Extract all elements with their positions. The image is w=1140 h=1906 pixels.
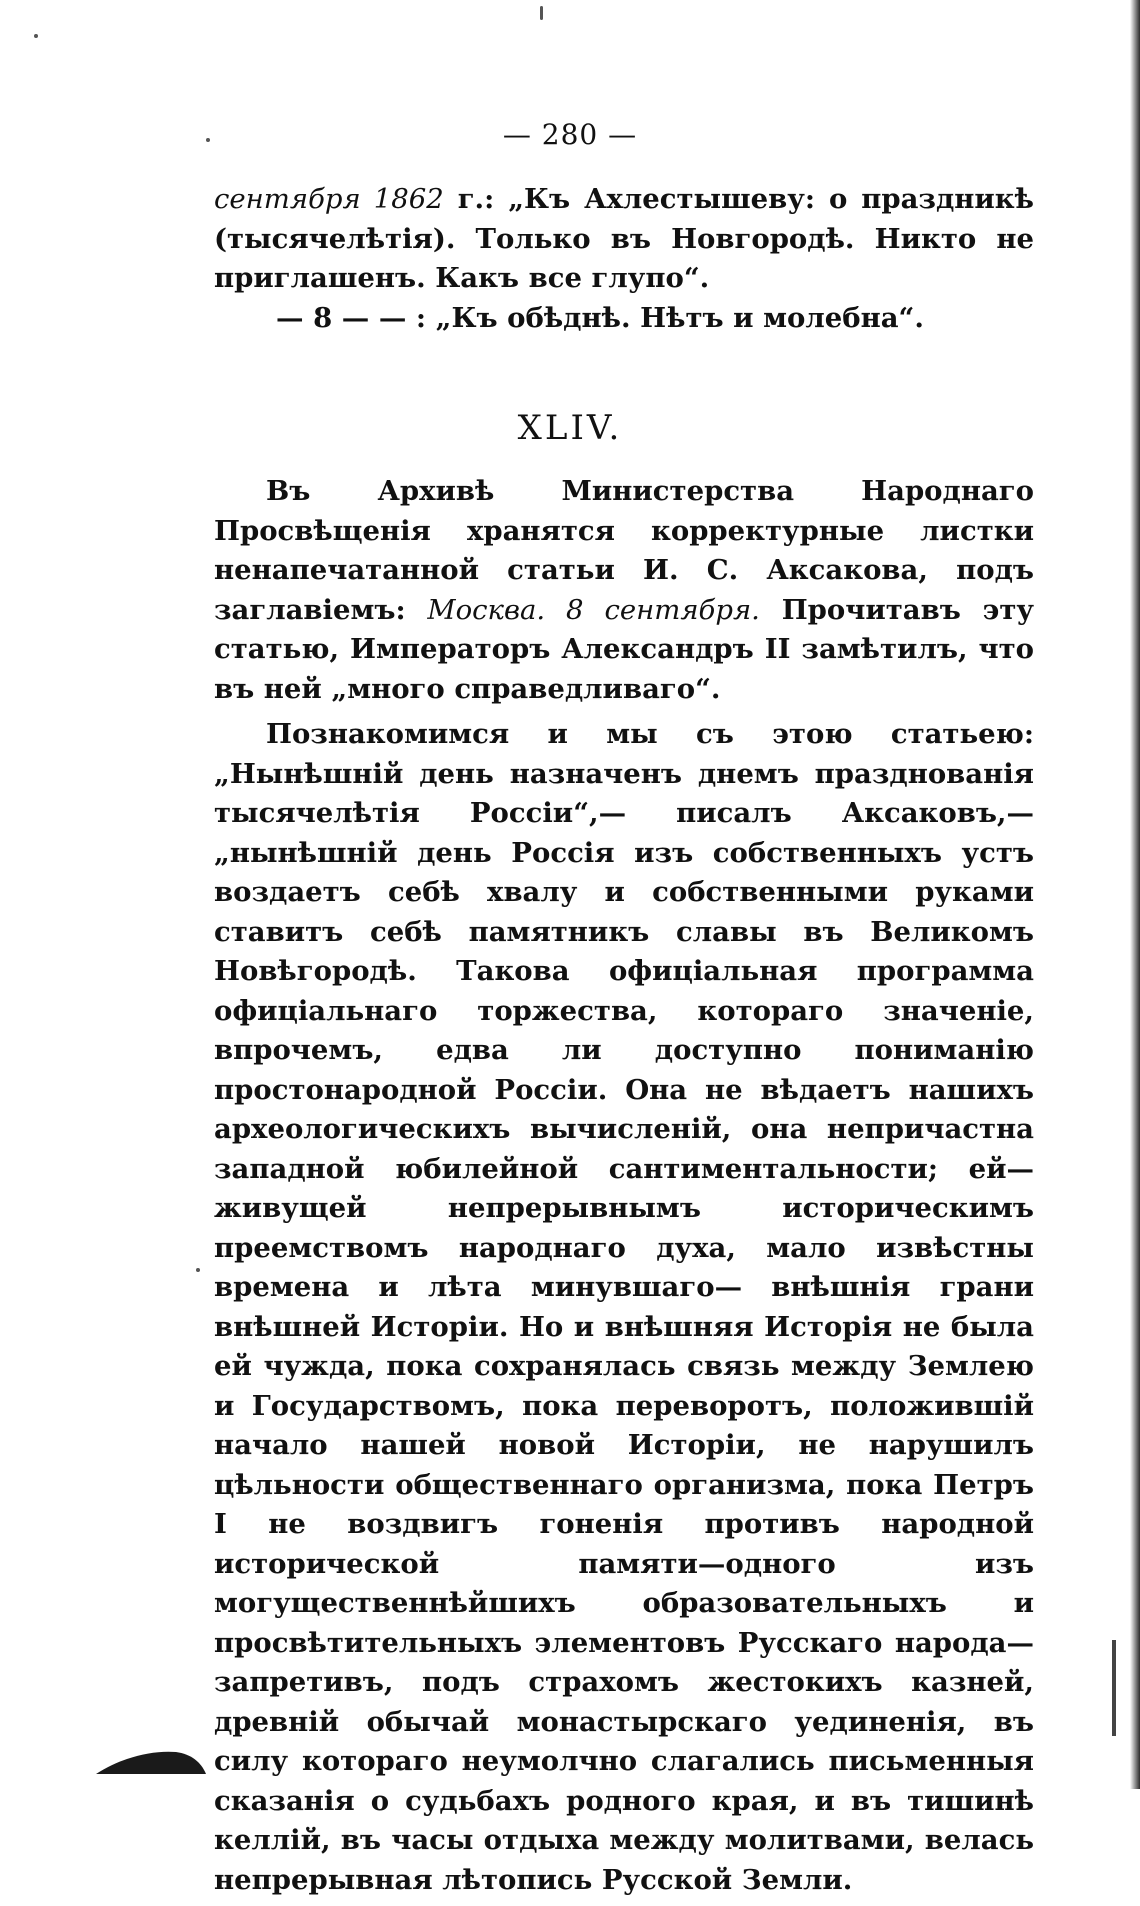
scan-speck [206,138,210,142]
scan-edge-shadow [1130,0,1140,1789]
section-heading: XLIV. [517,408,623,448]
scan-speck [34,34,38,38]
scan-blot [96,1748,206,1774]
intro-entry-1-text: г.: „Къ Ахлестышеву: о праздникѣ (тысячелѣтія). Только въ Новгородѣ. Никто не приглашенъ. Какъ все глупо“. [214,183,1034,294]
intro-entries [214,180,1034,338]
section-body [214,472,1034,1906]
intro-entry-2: — 8 — — : „Къ обѣднѣ. Нѣтъ и молебна“. [276,301,924,334]
paragraph-1-start: Въ Архивѣ Министерства Народнаго Просвѣщенія хранятся корректурные листки ненапечатанной статьи И. С. Аксакова, подъ заглавіемъ: [214,475,1034,626]
article-title: Москва. 8 сентября. [427,593,760,626]
scan-speck [540,6,543,20]
paragraph-1-end: Прочитавъ эту статью, Императоръ Александръ II замѣтилъ, что въ ней „много справедливаго“. [214,593,1034,705]
paragraph-2: Познакомимся и мы съ этою статьею: „Нынѣшній день назначенъ днемъ празднованія тысячелѣтія Россіи“,— писалъ Аксаковъ,—„нынѣшній день Россія изъ собственныхъ устъ воздаетъ себѣ хвалу и собственными руками ставитъ себѣ памятникъ славы въ Великомъ Новѣгородѣ. Такова офиціальная программа офиціальнаго торжества, котораго значеніе, впрочемъ, едва ли доступно пониманію простонародной Россіи. Она не вѣдаетъ нашихъ археологическихъ вычисленій, она непричастна западной юбилейной сантиментальности; ей—живущей непрерывнымъ историческимъ преемствомъ народнаго духа, мало извѣстны времена и лѣта минувшаго— внѣшнія грани внѣшней Исторіи. Но и внѣшняя Исторія не была ей чужда, пока сохранялась связь между Землею и Государствомъ, пока переворотъ, положившій начало нашей новой Исторіи, не нарушилъ цѣльности общественнаго организма, пока Петръ I не воздвигъ гоненія противъ народной исторической памяти—одного изъ могущественнѣйшихъ образовательныхъ и просвѣтительныхъ элементовъ Русскаго народа—запретивъ, подъ страхомъ жестокихъ казней, древній обычай монастырскаго уединенія, въ силу котораго неумолчно слагались письменныя сказанія о судьбахъ родного края, и въ тишинѣ келлій, въ часы отдыха между молитвами, велась непрерывная лѣтопись Русской Земли. [214,718,1034,1896]
intro-date: сентября 1862 [214,183,444,215]
scan-mark-right [1112,1640,1116,1736]
paragraph-1 [214,472,1034,709]
scan-speck [196,1268,200,1272]
page-number: — 280 — [502,118,638,151]
intro-entry-1 [214,180,1034,299]
